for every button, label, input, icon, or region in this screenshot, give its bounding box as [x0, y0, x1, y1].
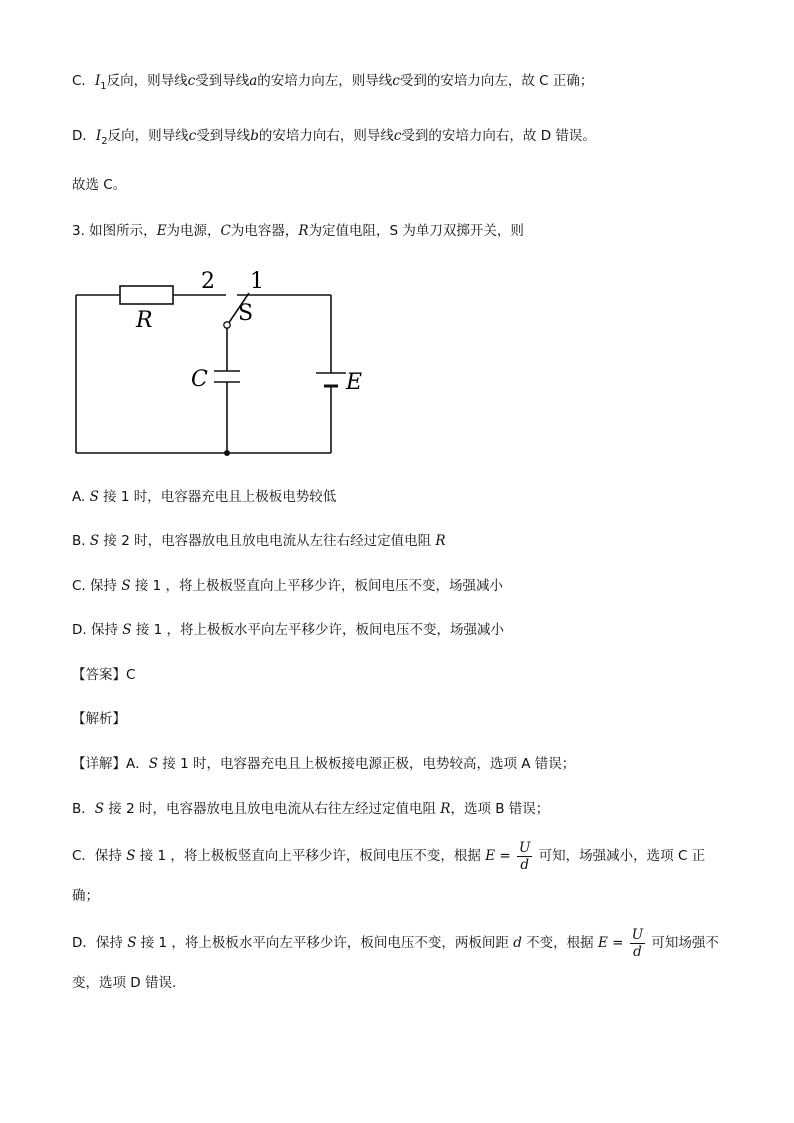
choice-a: A. S 接 1 时，电容器充电且上极板电势较低 [72, 489, 337, 505]
label-S: S [238, 301, 254, 326]
fraction-u-over-d-2: $\frac{U}{d}$ [631, 926, 644, 960]
explain-a: 【详解】A．S 接 1 时，电容器充电且上极板接电源正极，电势较高，选项 A 错误； [72, 756, 576, 772]
prev-option-d: D．$I_2$反向，则导线c受到导线b的安培力向右，则导线c受到的安培力向右，故 D 错误。 [72, 128, 596, 147]
circuit-diagram [60, 262, 380, 472]
label-E: E [346, 370, 363, 395]
choice-d: D. 保持 S 接 1 ，将上极板水平向左平移少许，板间电压不变，场强减小 [72, 622, 504, 638]
resistor [120, 286, 173, 304]
switch-pivot [224, 322, 230, 328]
label-1: 1 [250, 269, 264, 294]
explain-d-cont: 变，选项 D 错误. [72, 975, 177, 991]
fraction-u-over-d: $\frac{U}{d}$ [519, 839, 531, 873]
explain-c: C．保持 S 接 1 ，将上极板竖直向上平移少许，板间电压不变，根据 E = $\frac{U}{d}$ 可知，场强减小，选项 C 正 [72, 839, 706, 873]
explain-d: D．保持 S 接 1 ，将上极板水平向左平移少许，板间电压不变，两板间距 d 不变，根据 E = $\frac{U}{d}$ 可知场强不 [72, 926, 719, 960]
answer-line: 【答案】C [72, 667, 136, 683]
analysis-label: 【解析】 [72, 711, 126, 727]
prev-option-c: C．$I_1$反向，则导线c受到导线a的安培力向左，则导线c受到的安培力向左，故 C 正确； [72, 73, 594, 92]
junction-dot [224, 450, 230, 456]
label-2: 2 [201, 269, 215, 294]
label-C: C [191, 367, 208, 392]
prev-conclusion: 故选 C。 [72, 177, 127, 193]
explain-c-cont: 确； [72, 888, 99, 904]
label-R: R [136, 308, 153, 333]
choice-b: B. S 接 2 时，电容器放电且放电电流从左往右经过定值电阻 R [72, 533, 446, 549]
explain-b: B．S 接 2 时，电容器放电且放电电流从右往左经过定值电阻 R，选项 B 错误； [72, 801, 550, 817]
choice-c: C. 保持 S 接 1 ，将上极板竖直向上平移少许，板间电压不变，场强减小 [72, 578, 504, 594]
question-stem: 3. 如图所示，E为电源，C为电容器，R为定值电阻，S 为单刀双掷开关，则 [72, 223, 524, 239]
